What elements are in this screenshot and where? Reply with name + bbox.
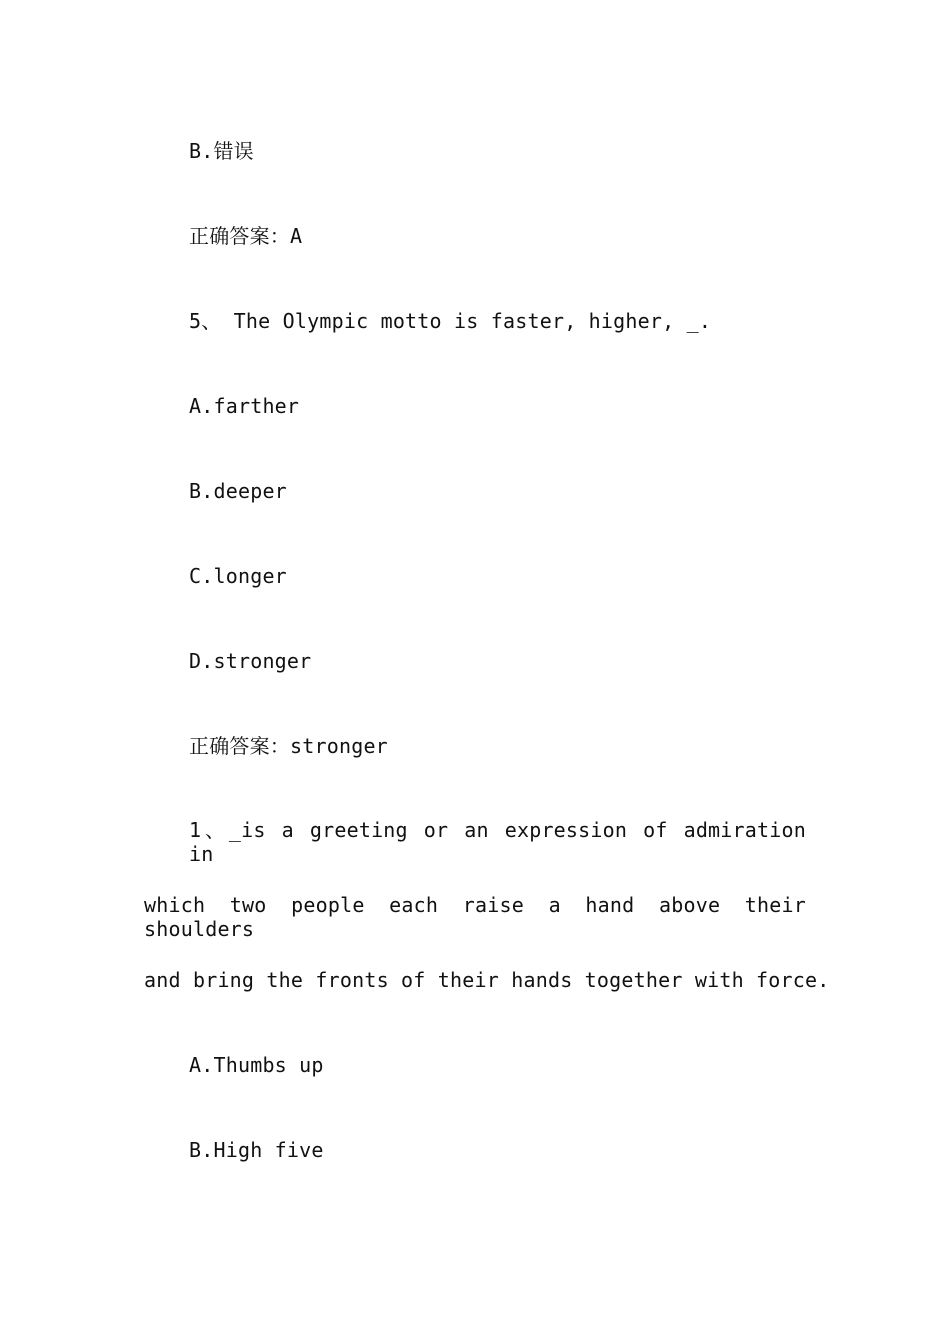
option-b-high-five: B.High five — [189, 1138, 324, 1162]
option-c-longer: C.longer — [189, 564, 287, 588]
question-1-line-3: and bring the fronts of their hands together with force. — [144, 968, 830, 992]
option-b-deeper: B.deeper — [189, 479, 287, 503]
question-5: 5、 The Olympic motto is faster, higher, _. — [189, 309, 712, 333]
option-a-farther: A.farther — [189, 394, 300, 418]
option-b-wrong: B.错误 — [189, 139, 254, 163]
question-1-line-2: which two people each raise a hand above their shoulders — [144, 893, 806, 941]
question-1-line-1: 1、_is a greeting or an expression of admiration in — [189, 818, 806, 866]
option-d-stronger: D.stronger — [189, 649, 312, 673]
correct-answer-5: 正确答案：stronger — [189, 734, 388, 758]
option-a-thumbs-up: A.Thumbs up — [189, 1053, 324, 1077]
correct-answer-4: 正确答案：A — [189, 224, 303, 248]
